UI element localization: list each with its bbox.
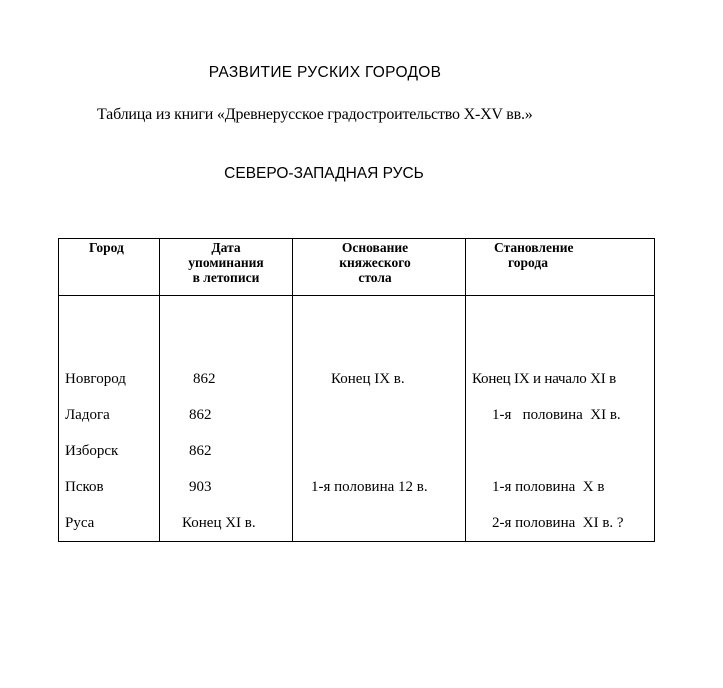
region-heading: СЕВЕРО-ЗАПАДНАЯ РУСЬ: [224, 165, 424, 182]
cell-date: 862: [189, 407, 212, 423]
cell-formation: Конец IX и начало XI в: [472, 371, 616, 387]
column-date: [160, 296, 293, 542]
document-title: РАЗВИТИЕ РУСКИХ ГОРОДОВ: [208, 64, 442, 81]
cell-city: Изборск: [65, 443, 119, 459]
header-formation-line: города: [508, 255, 548, 270]
cell-seat: [293, 397, 465, 433]
cell-city: Руса: [65, 515, 95, 531]
cell-formation: 1-я половина XI в.: [492, 407, 621, 423]
cell-city: Псков: [65, 479, 104, 495]
cell-date: Конец XI в.: [182, 515, 256, 531]
cell-date: 903: [189, 479, 212, 495]
cell-seat: Конец IX в.: [331, 371, 405, 387]
header-city-line: Город: [89, 240, 124, 255]
cities-table: [58, 238, 655, 542]
header-seat-line: стола: [358, 270, 392, 285]
cell-seat: [293, 505, 465, 541]
header-seat-line: Основание: [341, 240, 409, 255]
header-chronicle-date: [160, 239, 293, 296]
header-city: [59, 239, 160, 296]
header-date-line: в летописи: [192, 270, 260, 285]
table-body-row: [59, 296, 655, 542]
header-formation-line: Становление: [494, 240, 574, 255]
cell-formation: [466, 433, 654, 469]
cell-city: Ладога: [65, 407, 110, 423]
cell-seat: 1-я половина 12 в.: [311, 479, 428, 495]
cell-seat: [293, 433, 465, 469]
table-header-row: [59, 239, 655, 296]
cell-city: Новгород: [65, 371, 126, 387]
cell-date: 862: [189, 443, 212, 459]
header-date-line: Дата: [211, 240, 241, 255]
header-princely-seat: [293, 239, 466, 296]
cell-date: 862: [193, 371, 216, 387]
column-city: [59, 296, 160, 542]
document-subtitle: Таблица из книги «Древнерусское градостроительство X-XV вв.»: [97, 106, 533, 123]
header-date-line: упоминания: [188, 255, 264, 270]
column-formation: [466, 296, 655, 542]
cell-formation: 1-я половина X в: [492, 479, 605, 495]
cell-formation: 2-я половина XI в. ?: [492, 515, 624, 531]
header-formation: [466, 239, 655, 296]
column-seat: [293, 296, 466, 542]
header-seat-line: княжеского: [339, 255, 411, 270]
